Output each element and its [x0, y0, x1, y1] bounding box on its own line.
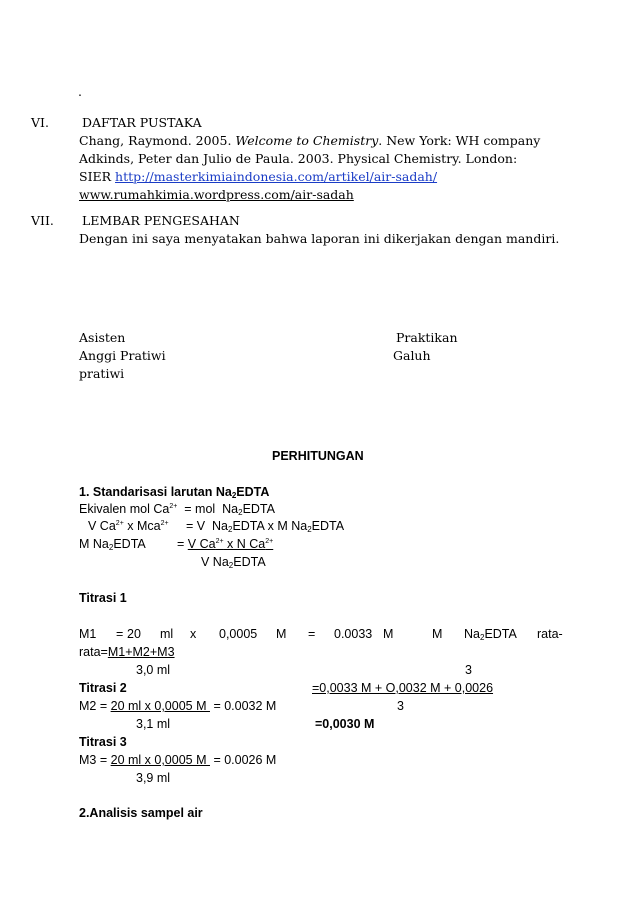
- eq3-part: M Na: [79, 537, 109, 551]
- section-vi-number: VI.: [31, 115, 49, 130]
- m3-numerator: 20 ml x 0,0005 M: [110, 753, 210, 767]
- eq3-equals: =: [177, 537, 188, 551]
- eq3-part: EDTA: [113, 537, 146, 551]
- student-role: Praktikan: [396, 330, 458, 345]
- titrasi-2-heading: Titrasi 2: [79, 681, 127, 695]
- section-vii-number: VII.: [31, 213, 54, 228]
- m3-line: [79, 754, 276, 767]
- eq2-part: = V Na: [168, 519, 228, 533]
- m2-line: [79, 700, 276, 713]
- assistant-role: Asisten: [79, 330, 126, 345]
- m1-result: 0.0033: [334, 627, 373, 641]
- subscript: 2: [227, 525, 233, 534]
- superscript: 2+: [115, 520, 124, 527]
- superscript: 2+: [265, 538, 274, 545]
- eq1-part: = mol Na: [177, 502, 239, 516]
- m1-times: x: [190, 627, 197, 641]
- section-vii-title: LEMBAR PENGESAHAN: [82, 213, 240, 228]
- section-2-title: 2.Analisis sampel air: [79, 806, 203, 820]
- student-name: Galuh: [393, 348, 431, 363]
- eq1-part: EDTA: [242, 502, 275, 516]
- subscript: 2: [307, 525, 312, 534]
- section-vi-title: DAFTAR PUSTAKA: [82, 115, 202, 130]
- stray-dot: .: [78, 84, 82, 99]
- rata-label: rata=: [79, 645, 108, 659]
- m1-unit: M: [383, 627, 394, 641]
- m1-equals: =: [116, 627, 124, 641]
- m3-label: M3 =: [79, 753, 111, 767]
- m1-equals-2: =: [308, 627, 316, 641]
- reference-3-link[interactable]: http://masterkimiaindonesia.com/artikel/air-sadah/: [115, 169, 438, 184]
- m2-numerator: 20 ml x 0,0005 M: [110, 699, 210, 713]
- superscript: 2+: [160, 520, 169, 527]
- superscript: 2+: [215, 538, 224, 545]
- reference-1: [79, 135, 540, 148]
- equation-3-left: [79, 538, 146, 551]
- eq3-den-part: V Na: [201, 555, 229, 569]
- eq2-part: EDTA: [311, 519, 345, 533]
- reference-3: [79, 171, 437, 184]
- eq2-part: V Ca: [88, 519, 116, 533]
- reference-3-prefix: SIER: [79, 169, 116, 184]
- m1-concentration: 0,0005: [219, 627, 258, 641]
- m1-label: M1: [79, 627, 97, 641]
- reference-1-title: Welcome to Chemistry: [235, 133, 379, 148]
- reference-2: Adkinds, Peter dan Julio de Paula. 2003. Physical Chemistry. London:: [79, 151, 518, 166]
- titrasi-1-heading: Titrasi 1: [79, 591, 127, 605]
- subscript: 2: [228, 561, 234, 570]
- equation-3-numerator: [177, 538, 273, 551]
- assistant-signature: pratiwi: [79, 366, 125, 381]
- eq3-num-part: x N Ca: [223, 537, 266, 551]
- m2-result: = 0.0032 M: [209, 699, 277, 713]
- m1-volume: 20: [127, 627, 141, 641]
- edta-text: EDTA: [484, 627, 517, 641]
- superscript: 2+: [169, 503, 178, 510]
- rata-molar-label: M: [432, 627, 443, 641]
- perhitungan-heading: PERHITUNGAN: [272, 449, 364, 463]
- section-1-title-end: EDTA: [236, 485, 270, 499]
- equation-2: [88, 520, 344, 533]
- m3-result: = 0.0026 M: [209, 753, 277, 767]
- equation-3-denominator: [201, 556, 266, 569]
- reference-1-authors: Chang, Raymond. 2005.: [79, 133, 236, 148]
- eq1-part: Ekivalen mol Ca: [79, 502, 170, 516]
- rata-word: rata-: [537, 627, 563, 641]
- rata-numerator: M1+M2+M3: [107, 645, 175, 659]
- m1-ml: ml: [160, 627, 174, 641]
- m2-label: M2 =: [79, 699, 111, 713]
- na-text: Na: [464, 627, 480, 641]
- reference-4-link[interactable]: www.rumahkimia.wordpress.com/air-sadah: [79, 187, 354, 202]
- m1-molar: M: [276, 627, 287, 641]
- rata-na2edta: [464, 628, 517, 641]
- m2-denominator: 3,1 ml: [136, 717, 171, 731]
- eq2-part: x Mca: [123, 519, 161, 533]
- reference-4: [79, 189, 354, 202]
- m3-denominator: 3,9 ml: [136, 771, 171, 785]
- subscript: 2: [231, 491, 237, 500]
- subscript: 2: [479, 633, 485, 642]
- section-1-title-text: 1. Standarisasi larutan Na: [79, 485, 232, 499]
- reference-1-publisher: . New York: WH company: [378, 133, 541, 148]
- section-1-title: [79, 486, 269, 499]
- eq3-num-part: V Ca: [187, 537, 216, 551]
- eq3-numerator: [188, 537, 273, 551]
- equation-1: [79, 503, 275, 516]
- eq2-part: EDTA x M Na: [232, 519, 308, 533]
- approval-statement: Dengan ini saya menyatakan bahwa laporan ini dikerjakan dengan mandiri.: [79, 231, 560, 246]
- subscript: 2: [238, 508, 243, 517]
- assistant-name: Anggi Pratiwi: [79, 348, 166, 363]
- rata-calculation: [312, 682, 493, 695]
- rata-calc-denominator: 3: [397, 699, 404, 713]
- rata-denominator: 3: [465, 663, 472, 677]
- rata-calc-text: =0,0033 M + O,0032 M + 0,0026: [312, 681, 494, 695]
- m1-denominator: 3,0 ml: [136, 663, 171, 677]
- rata-formula: [79, 646, 175, 659]
- titrasi-3-heading: Titrasi 3: [79, 735, 127, 749]
- subscript: 2: [108, 543, 114, 552]
- eq3-den-part: EDTA: [233, 555, 266, 569]
- rata-result: =0,0030 M: [315, 717, 375, 731]
